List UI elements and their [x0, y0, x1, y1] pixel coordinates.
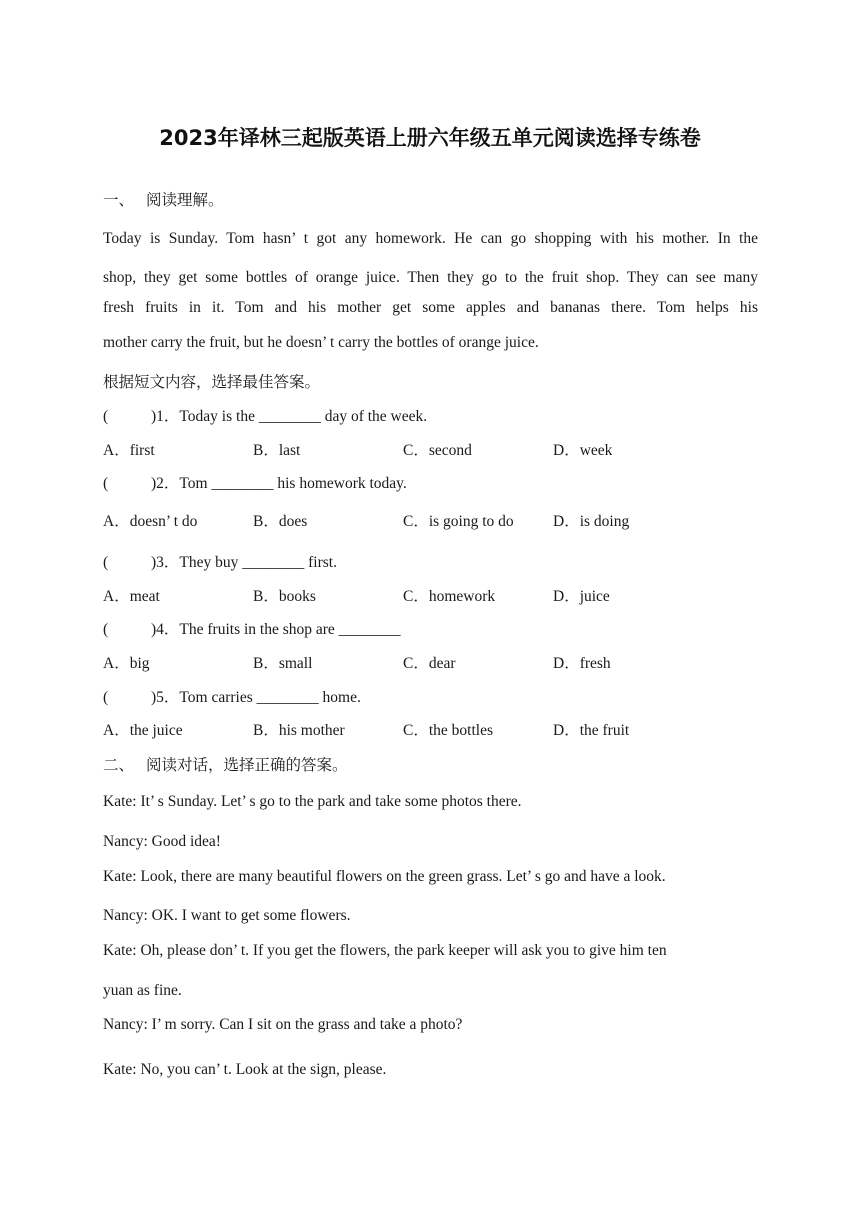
answer-blank: (	[103, 408, 109, 425]
question-1	[103, 407, 427, 427]
passage-line-4: mother carry the fruit, but he doesn’ t carry the bottles of orange juice.	[103, 334, 539, 351]
q4-option-c: C．dear	[403, 655, 456, 672]
answer-blank: (	[103, 689, 109, 706]
dialogue-line-4: Nancy: OK. I want to get some flowers.	[103, 907, 351, 924]
section-2-title: 阅读对话，选择正确的答案。	[146, 757, 348, 774]
dialogue-line-2: Nancy: Good idea!	[103, 833, 221, 850]
question-4	[103, 620, 401, 640]
section-2-number: 二、	[103, 757, 135, 774]
q4-option-b: B．small	[253, 655, 313, 672]
section-1-heading	[103, 191, 224, 211]
question-text: )5．Tom carries ________ home.	[151, 689, 361, 706]
answer-blank: (	[103, 554, 109, 571]
q4-option-a: A．big	[103, 655, 150, 672]
dialogue-line-6: yuan as fine.	[103, 982, 182, 999]
dialogue-line-3: Kate: Look, there are many beautiful flowers on the green grass. Let’ s go and have a look.	[103, 868, 666, 885]
q1-option-b: B．last	[253, 442, 301, 459]
section-2-heading	[103, 756, 348, 776]
answer-blank: (	[103, 621, 109, 638]
q2-option-a: A．doesn’ t do	[103, 513, 198, 530]
dialogue-line-1: Kate: It’ s Sunday. Let’ s go to the park and take some photos there.	[103, 793, 522, 810]
q5-option-a: A．the juice	[103, 722, 183, 739]
q2-option-d: D．is doing	[553, 513, 630, 530]
dialogue-line-8: Kate: No, you can’ t. Look at the sign, please.	[103, 1061, 387, 1078]
question-5	[103, 688, 361, 708]
q1-option-d: D．week	[553, 442, 613, 459]
instruction-text: 根据短文内容，选择最佳答案。	[103, 374, 321, 391]
q3-option-b: B．books	[253, 588, 316, 605]
dialogue-line-7: Nancy: I’ m sorry. Can I sit on the grass and take a photo?	[103, 1016, 463, 1033]
q3-option-d: D．juice	[553, 588, 610, 605]
q1-option-a: A．first	[103, 442, 155, 459]
q2-option-c: C．is going to do	[403, 513, 514, 530]
q3-option-a: A．meat	[103, 588, 160, 605]
passage-line-1: Today is Sunday. Tom hasn’ t got any homework. He can go shopping with his mother. In the	[103, 230, 758, 247]
dialogue-line-5: Kate: Oh, please don’ t. If you get the flowers, the park keeper will ask you to give him ten	[103, 942, 667, 959]
q3-option-c: C．homework	[403, 588, 496, 605]
q2-option-b: B．does	[253, 513, 308, 530]
section-1-number: 一、	[103, 192, 135, 209]
answer-blank: (	[103, 475, 109, 492]
question-3	[103, 553, 337, 573]
q1-option-c: C．second	[403, 442, 472, 459]
q5-option-b: B．his mother	[253, 722, 345, 739]
question-text: )2．Tom ________ his homework today.	[151, 475, 407, 492]
question-text: )3．They buy ________ first.	[151, 554, 337, 571]
q5-option-c: C．the bottles	[403, 722, 493, 739]
question-2	[103, 474, 407, 494]
section-1-title: 阅读理解。	[146, 192, 224, 209]
q4-option-d: D．fresh	[553, 655, 611, 672]
passage-line-2: shop, they get some bottles of orange juice. Then they go to the fruit shop. They can see many	[103, 269, 758, 286]
passage-line-3: fresh fruits in it. Tom and his mother get some apples and bananas there. Tom helps his	[103, 299, 758, 316]
question-text: )1．Today is the ________ day of the week.	[151, 408, 428, 425]
q5-option-d: D．the fruit	[553, 722, 630, 739]
question-text: )4．The fruits in the shop are ________	[151, 621, 401, 638]
document-title: 2023年译林三起版英语上册六年级五单元阅读选择专练卷	[159, 126, 701, 150]
